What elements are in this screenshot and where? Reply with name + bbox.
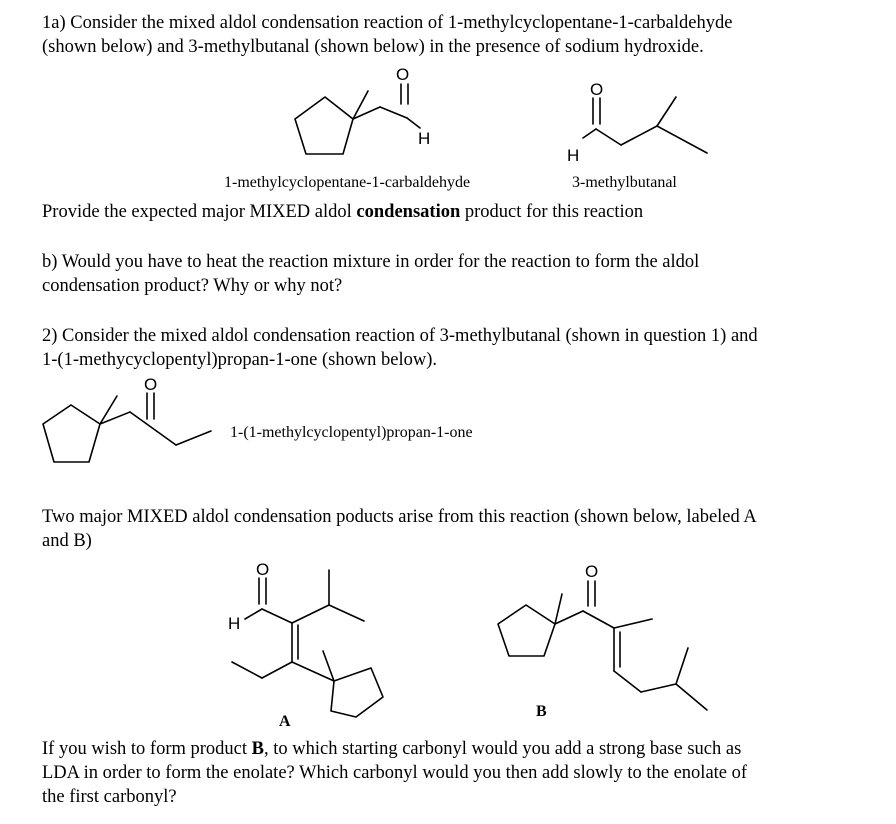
final-text-bold: B <box>251 739 264 759</box>
oxygen-atom-label: O <box>256 560 270 579</box>
oxygen-atom-label: O <box>144 375 158 394</box>
oxygen-atom-label: O <box>585 562 599 581</box>
q2-final-line2: LDA in order to form the enolate? Which carbonyl would you then add slowly to the enolate of <box>42 763 748 783</box>
provide-text-bold: condensation <box>356 202 461 222</box>
label-product-a: A <box>279 713 291 730</box>
provide-text-before: Provide the expected major MIXED aldol <box>42 202 357 222</box>
q2-line1: 2) Consider the mixed aldol condensation reaction of 3-methylbutanal (shown in question 1) and <box>42 326 758 346</box>
q1a-line2: (shown below) and 3-methylbutanal (shown below) in the presence of sodium hydroxide. <box>42 37 704 57</box>
oxygen-atom-label: O <box>396 65 410 84</box>
hydrogen-atom-label: H <box>418 129 431 148</box>
q2-final-line1 <box>42 738 741 760</box>
q2-products-line1: Two major MIXED aldol condensation poducts arise from this reaction (shown below, labeled A <box>42 507 757 527</box>
label-carbaldehyde: 1-methylcyclopentane-1-carbaldehyde <box>224 174 471 191</box>
final-text-after: , to which starting carbonyl would you add a strong base such as <box>263 739 742 759</box>
hydrogen-atom-label: H <box>228 614 241 633</box>
final-text-before: If you wish to form product <box>42 739 252 759</box>
hydrogen-atom-label: H <box>567 146 580 165</box>
provide-text-after: product for this reaction <box>460 202 644 222</box>
label-butanal: 3-methylbutanal <box>572 174 677 191</box>
q1b-line2: condensation product? Why or why not? <box>42 276 343 296</box>
q2-products-line2: and B) <box>42 531 92 551</box>
q2-final-line3: the first carbonyl? <box>42 787 177 807</box>
oxygen-atom-label: O <box>590 80 604 99</box>
q2-line2: 1-(1-methycyclopentyl)propan-1-one (shown below). <box>42 350 438 370</box>
q1b-line1: b) Would you have to heat the reaction mixture in order for the reaction to form the aldol <box>42 252 700 272</box>
label-product-b: B <box>536 703 547 720</box>
label-propanone: 1-(1-methylcyclopentyl)propan-1-one <box>230 424 473 441</box>
q1a-line1: 1a) Consider the mixed aldol condensation reaction of 1-methylcyclopentane-1-carbaldehyde <box>42 13 733 33</box>
